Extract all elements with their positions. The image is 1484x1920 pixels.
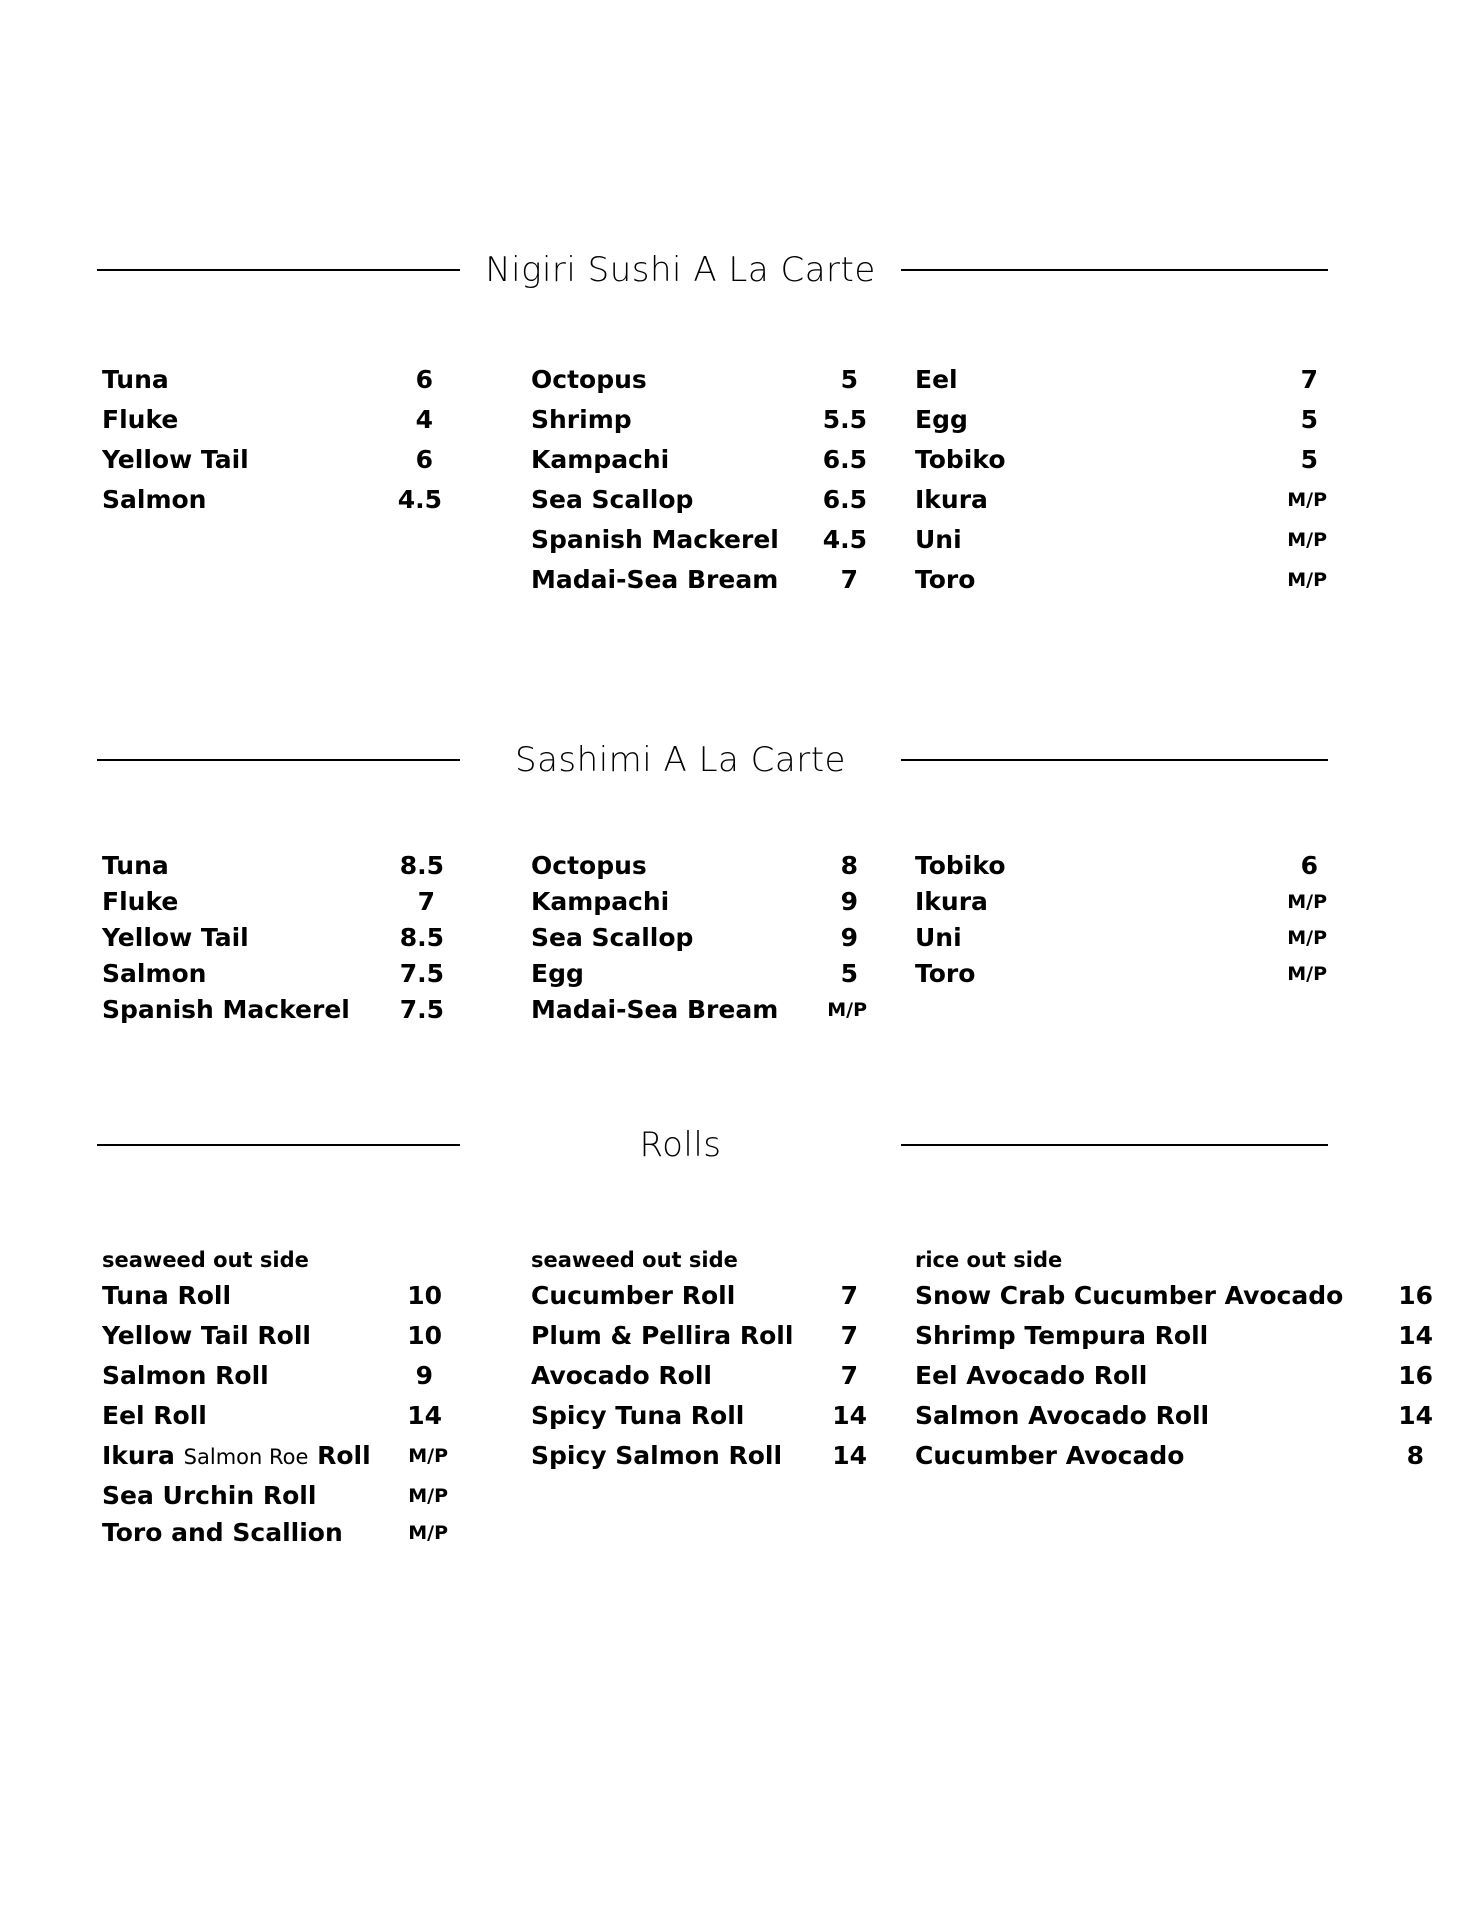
menu-item <box>102 956 444 992</box>
item-price: 7 <box>1300 365 1318 394</box>
item-name: Tuna Roll <box>102 1281 232 1310</box>
item-name <box>102 1436 371 1477</box>
menu-item <box>915 560 1327 600</box>
item-name: Kampachi <box>531 445 670 474</box>
item-price: 6.5 <box>822 445 867 474</box>
item-name: Spanish Mackerel <box>531 525 779 554</box>
menu-item <box>915 848 1327 884</box>
item-price: 6 <box>1300 851 1318 880</box>
item-name: Tobiko <box>915 851 1006 880</box>
item-price: 5 <box>840 959 858 988</box>
item-price: M/P <box>1287 963 1327 985</box>
menu-item <box>102 480 442 520</box>
item-price: 5 <box>1300 445 1318 474</box>
item-name: Egg <box>531 959 584 988</box>
nigiri-column-3 <box>915 360 1327 600</box>
item-price: M/P <box>408 1522 448 1544</box>
item-price: 10 <box>407 1281 442 1310</box>
menu-item <box>915 956 1327 992</box>
item-name: Spicy Salmon Roll <box>531 1441 783 1470</box>
menu-item <box>531 520 867 560</box>
item-price: 6 <box>415 445 433 474</box>
item-price: 8.5 <box>399 923 444 952</box>
item-name: Salmon Avocado Roll <box>915 1401 1210 1430</box>
divider-left <box>97 759 460 761</box>
item-price: 16 <box>1398 1361 1433 1390</box>
menu-item <box>531 400 867 440</box>
item-name: Ikura <box>915 887 988 916</box>
item-name: Yellow Tail <box>102 923 249 952</box>
menu-item <box>531 440 867 480</box>
item-name: Fluke <box>102 887 179 916</box>
menu-item <box>531 884 867 920</box>
item-name: Tobiko <box>915 445 1006 474</box>
item-name: Madai-Sea Bream <box>531 565 779 594</box>
menu-item <box>915 400 1327 440</box>
item-name: Madai-Sea Bream <box>531 995 779 1024</box>
rolls-column-3 <box>915 1244 1433 1476</box>
menu-item <box>531 1356 867 1396</box>
item-price: 14 <box>407 1401 442 1430</box>
sashimi-column-3 <box>915 848 1327 992</box>
item-price: 7.5 <box>399 995 444 1024</box>
item-price: 8.5 <box>399 851 444 880</box>
menu-item <box>915 884 1327 920</box>
menu-item <box>915 1356 1433 1396</box>
item-price: 7 <box>840 1321 858 1350</box>
menu-item <box>915 1396 1433 1436</box>
item-name: Yellow Tail <box>102 445 249 474</box>
item-price: 8 <box>840 851 858 880</box>
menu-item <box>915 360 1327 400</box>
item-price: 14 <box>832 1401 867 1430</box>
sashimi-column-2 <box>531 848 867 1028</box>
item-name: Plum & Pellira Roll <box>531 1321 794 1350</box>
menu-item <box>102 992 444 1028</box>
item-price: M/P <box>1287 529 1327 551</box>
item-price: 6 <box>415 365 433 394</box>
item-name: Tuna <box>102 365 169 394</box>
menu-item <box>531 992 867 1028</box>
menu-item <box>102 360 442 400</box>
item-name: Shrimp <box>531 405 632 434</box>
rolls-column-note: rice out side <box>915 1248 1063 1272</box>
rolls-column-1 <box>102 1244 448 1550</box>
item-price: 4 <box>415 405 433 434</box>
item-price: 6.5 <box>822 485 867 514</box>
menu-item <box>531 1436 867 1476</box>
item-name: Uni <box>915 525 962 554</box>
item-price: 5 <box>1300 405 1318 434</box>
menu-item <box>102 920 444 956</box>
item-price: 5.5 <box>822 405 867 434</box>
item-price: M/P <box>1287 927 1327 949</box>
menu-item <box>102 1516 448 1550</box>
item-price: 8 <box>1406 1441 1424 1470</box>
item-name: Avocado Roll <box>531 1361 712 1390</box>
item-price: 9 <box>840 887 858 916</box>
menu-item <box>531 480 867 520</box>
menu-item <box>102 1316 442 1356</box>
menu-item <box>915 1316 1433 1356</box>
menu-item <box>915 920 1327 956</box>
menu-item <box>915 480 1327 520</box>
rolls-section-header <box>0 1115 1484 1175</box>
rolls-section-title: Rolls <box>639 1125 722 1165</box>
item-name: Yellow Tail Roll <box>102 1321 311 1350</box>
item-name: Uni <box>915 923 962 952</box>
divider-right <box>901 1144 1328 1146</box>
menu-item <box>915 1276 1433 1316</box>
item-name: Cucumber Roll <box>531 1281 736 1310</box>
sashimi-section-header <box>0 730 1484 790</box>
item-price: 9 <box>415 1361 433 1390</box>
sashimi-column-1 <box>102 848 444 1028</box>
item-name: Spicy Tuna Roll <box>531 1401 745 1430</box>
divider-right <box>901 759 1328 761</box>
menu-item <box>915 1436 1433 1476</box>
item-name: Ikura <box>915 485 988 514</box>
item-price: 10 <box>407 1321 442 1350</box>
item-name-subtitle: Salmon Roe <box>183 1445 309 1469</box>
item-name: Sea Scallop <box>531 923 694 952</box>
menu-item <box>531 1276 867 1316</box>
menu-item <box>102 440 442 480</box>
rolls-column-note: seaweed out side <box>531 1248 738 1272</box>
item-name: Snow Crab Cucumber Avocado <box>915 1281 1344 1310</box>
menu-item <box>915 440 1327 480</box>
nigiri-column-2 <box>531 360 867 600</box>
item-name: Octopus <box>531 365 647 394</box>
item-name: Sea Scallop <box>531 485 694 514</box>
item-price: 4.5 <box>397 485 442 514</box>
menu-item <box>531 360 867 400</box>
sashimi-section-title: Sashimi A La Carte <box>515 740 846 780</box>
item-name: Toro <box>915 959 976 988</box>
item-price: M/P <box>1287 489 1327 511</box>
item-price: 7 <box>840 1361 858 1390</box>
item-price: 14 <box>832 1441 867 1470</box>
item-price: 16 <box>1398 1281 1433 1310</box>
item-price: M/P <box>1287 569 1327 591</box>
menu-item <box>531 956 867 992</box>
item-name: Eel <box>915 365 958 394</box>
divider-right <box>901 269 1328 271</box>
menu-item <box>531 848 867 884</box>
item-name: Kampachi <box>531 887 670 916</box>
menu-item <box>102 1276 442 1316</box>
item-price: 9 <box>840 923 858 952</box>
item-name: Eel Avocado Roll <box>915 1361 1148 1390</box>
item-name: Toro <box>915 565 976 594</box>
nigiri-column-1 <box>102 360 442 520</box>
menu-item <box>915 520 1327 560</box>
menu-item <box>102 884 444 920</box>
item-name: Fluke <box>102 405 179 434</box>
item-price: M/P <box>827 999 867 1021</box>
item-name-main: Ikura <box>102 1441 175 1470</box>
item-price: 5 <box>840 365 858 394</box>
item-name: Shrimp Tempura Roll <box>915 1321 1209 1350</box>
item-name: Toro and Scallion <box>102 1518 343 1547</box>
item-price: 14 <box>1398 1321 1433 1350</box>
item-name: Cucumber Avocado <box>915 1441 1185 1470</box>
item-name: Salmon <box>102 959 207 988</box>
item-price: M/P <box>408 1485 448 1507</box>
divider-left <box>97 1144 460 1146</box>
divider-left <box>97 269 460 271</box>
nigiri-section-header <box>0 240 1484 300</box>
rolls-column-note: seaweed out side <box>102 1248 309 1272</box>
item-name: Salmon Roll <box>102 1361 269 1390</box>
menu-item <box>102 1396 442 1436</box>
item-price: 7.5 <box>399 959 444 988</box>
menu-item <box>531 560 867 600</box>
item-price: 7 <box>840 1281 858 1310</box>
item-price: M/P <box>1287 891 1327 913</box>
item-price: 14 <box>1398 1401 1433 1430</box>
item-name-end: Roll <box>317 1441 371 1470</box>
item-name: Spanish Mackerel <box>102 995 350 1024</box>
item-price: M/P <box>408 1445 448 1467</box>
item-price: 7 <box>840 565 858 594</box>
item-price: 4.5 <box>822 525 867 554</box>
item-name: Salmon <box>102 485 207 514</box>
menu-item <box>102 400 442 440</box>
menu-item <box>102 1356 442 1396</box>
item-name: Tuna <box>102 851 169 880</box>
menu-item <box>531 920 867 956</box>
menu-item <box>102 1436 448 1476</box>
menu-item <box>102 848 444 884</box>
menu-item <box>531 1316 867 1356</box>
item-name: Egg <box>915 405 968 434</box>
item-price: 7 <box>417 887 435 916</box>
item-name: Sea Urchin Roll <box>102 1481 317 1510</box>
item-name: Eel Roll <box>102 1401 207 1430</box>
menu-item <box>102 1476 448 1516</box>
nigiri-section-title: Nigiri Sushi A La Carte <box>485 250 876 290</box>
rolls-column-2 <box>531 1244 867 1476</box>
menu-item <box>531 1396 867 1436</box>
item-name: Octopus <box>531 851 647 880</box>
